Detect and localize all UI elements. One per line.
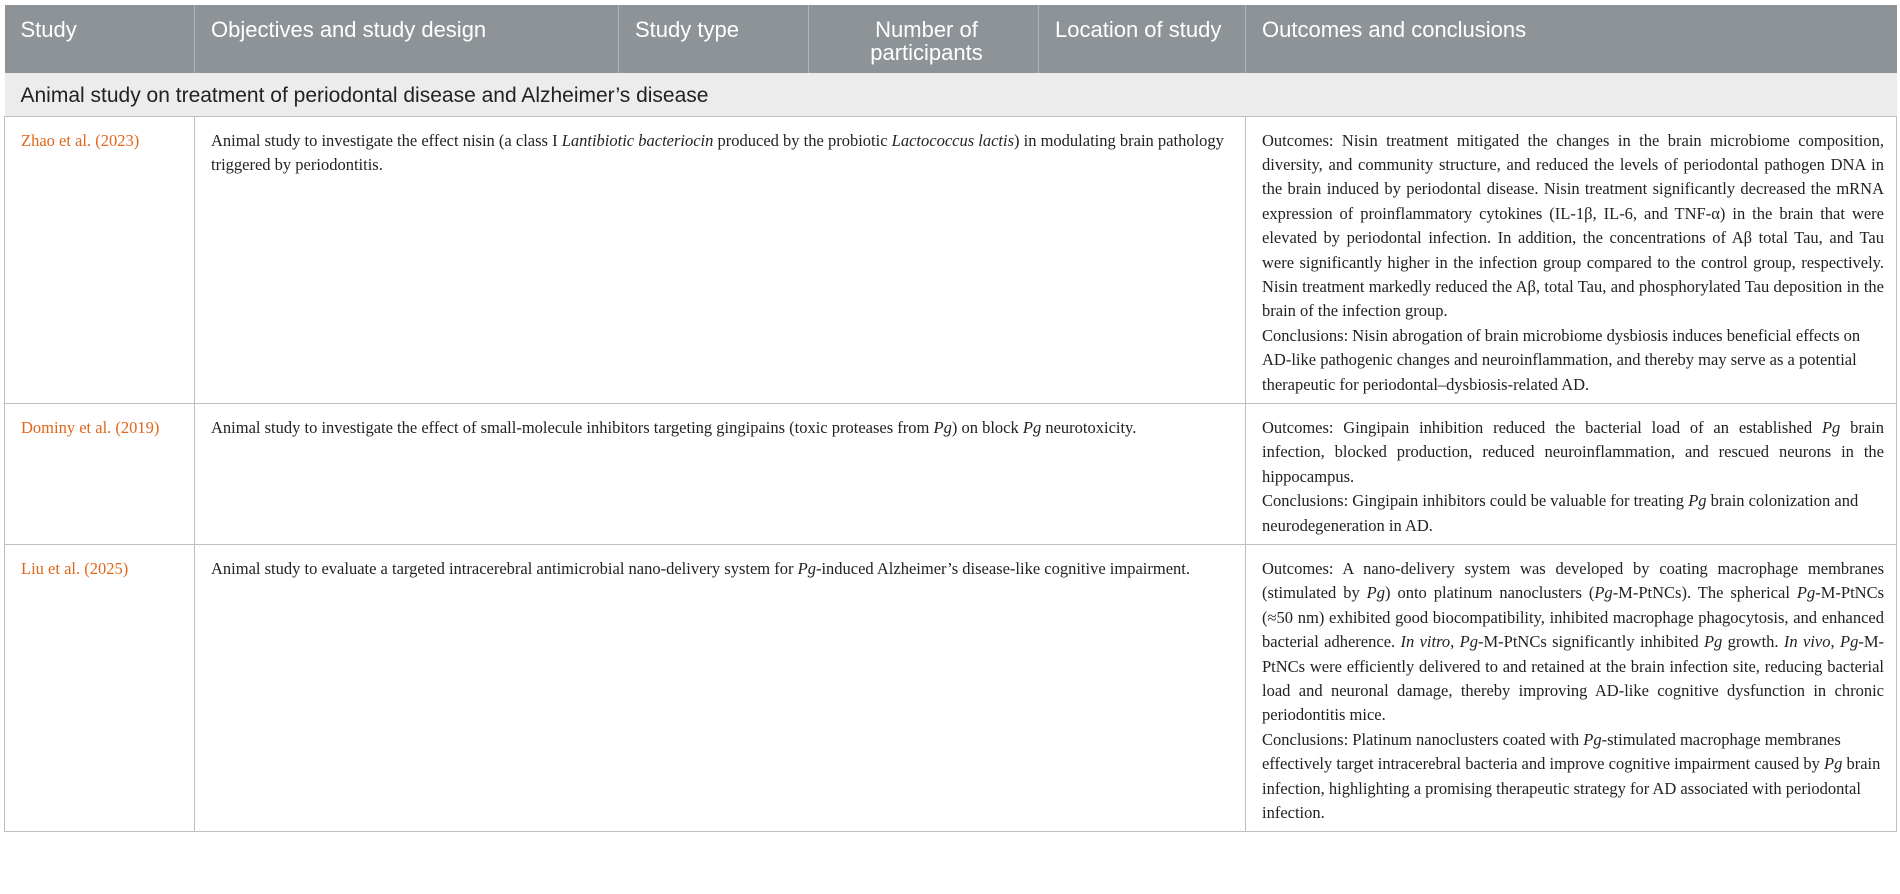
outcomes-span: brain infection, blocked production, reduced neuroinflammation, and rescued neurons in the hippocampus. bbox=[1262, 417, 1884, 486]
outcomes-text bbox=[1262, 557, 1884, 728]
outcomes-span: In vitro bbox=[1400, 632, 1451, 652]
conclusions-span: Conclusions: Platinum nanoclusters coated with bbox=[1262, 729, 1584, 749]
conclusions-text: Conclusions: Nisin abrogation of brain microbiome dysbiosis induces beneficial effects on AD-like pathogenic changes and neuroinflammation, and thereby may serve as a potential therapeutic for periodontal–dysbiosis-related AD. bbox=[1262, 325, 1861, 394]
objective-text: -induced Alzheimer’s disease-like cognitive impairment. bbox=[815, 559, 1190, 578]
study-citation[interactable]: Liu et al. (2025) bbox=[5, 545, 195, 832]
conclusions-span: Conclusions: Gingipain inhibitors could be valuable for treating bbox=[1262, 491, 1689, 511]
objective-text: Pg bbox=[797, 559, 816, 578]
conclusions-text bbox=[1262, 489, 1884, 538]
objective-text: Lactococcus lactis bbox=[891, 130, 1015, 150]
conclusions-span: -stimulated macrophage membranes effectively target intracerebral bacteria and improve cognitive impairment caused by bbox=[1262, 729, 1841, 774]
outcomes-span: -M-PtNCs (≈50 nm) exhibited good biocompatibility, inhibited macrophage phagocytosis, and enhanced bacterial adherence. bbox=[1262, 583, 1884, 652]
section-title: Animal study on treatment of periodontal disease and Alzheimer’s disease bbox=[5, 73, 1897, 116]
outcomes-span: -M-PtNCs). The spherical bbox=[1612, 583, 1797, 603]
conclusions-span: Pg bbox=[1823, 754, 1843, 774]
objective-text: Pg bbox=[1022, 417, 1042, 437]
section-row bbox=[5, 73, 1897, 116]
outcomes-text: Outcomes: Nisin treatment mitigated the changes in the brain microbiome composition, diversity, and community structure, and reduced the levels of periodontal pathogen DNA in the brain induced by periodontal disease. Nisin treatment significantly decreased the mRNA expression of proinflammatory cytokines (IL-1β, IL-6, and TNF-α) in the brain that were elevated by periodontal infection. In addition, the concentrations of Aβ total Tau, and Tau were significantly higher in the infection group compared to the control group, respectively. Nisin treatment markedly reduced the Aβ, total Tau, and phosphorylated Tau deposition in the brain of the infection group. bbox=[1262, 130, 1884, 321]
outcomes-span: Pg bbox=[1594, 583, 1613, 603]
objective-cell bbox=[195, 116, 1246, 403]
objective-text: Animal study to investigate the effect nisin (a class I bbox=[211, 130, 562, 150]
outcomes-span: ) onto platinum nanoclusters ( bbox=[1385, 583, 1595, 603]
objective-text: ) in modulating brain pathology triggered by periodontitis. bbox=[211, 130, 1224, 174]
objective-text: Animal study to investigate the effect of small-molecule inhibitors targeting gingipains (toxic proteases from bbox=[211, 417, 934, 437]
outcome-cell bbox=[1246, 116, 1897, 403]
outcomes-span: Pg bbox=[1703, 632, 1723, 652]
objective-cell bbox=[195, 545, 1246, 832]
study-citation[interactable]: Zhao et al. (2023) bbox=[5, 116, 195, 403]
header-row bbox=[5, 5, 1897, 73]
outcomes-span: Pg bbox=[1839, 632, 1859, 652]
header-objectives: Objectives and study design bbox=[195, 5, 619, 73]
outcome-cell bbox=[1246, 545, 1897, 832]
objective-text: Lantibiotic bacteriocin bbox=[561, 130, 714, 150]
table-row bbox=[5, 403, 1897, 544]
outcomes-text bbox=[1262, 416, 1884, 489]
objective-text: Animal study to evaluate a targeted intracerebral antimicrobial nano-delivery system for bbox=[211, 559, 798, 578]
objective-text: neurotoxicity. bbox=[1041, 417, 1137, 437]
outcomes-span: Outcomes: Gingipain inhibition reduced the bacterial load of an established bbox=[1262, 417, 1822, 437]
conclusions-span: Pg bbox=[1688, 491, 1707, 511]
outcomes-span: Outcomes: A nano-delivery system was developed by coating macrophage membranes (stimulated by bbox=[1262, 559, 1884, 603]
outcomes-span: In vivo bbox=[1783, 632, 1831, 652]
header-location: Location of study bbox=[1039, 5, 1246, 73]
study-citation[interactable]: Dominy et al. (2019) bbox=[5, 403, 195, 544]
outcomes-span: Pg bbox=[1366, 583, 1386, 603]
header-participants: Number of participants bbox=[809, 5, 1039, 73]
outcomes-span: , bbox=[1450, 632, 1460, 652]
header-study: Study bbox=[5, 5, 195, 73]
outcomes-span: Pg bbox=[1821, 417, 1841, 437]
conclusions-span: brain infection, highlighting a promising therapeutic strategy for AD associated with periodontal infection. bbox=[1262, 754, 1881, 823]
outcomes-span: -M-PtNCs significantly inhibited bbox=[1477, 632, 1704, 652]
outcomes-span: , bbox=[1830, 632, 1840, 652]
conclusions-span: Pg bbox=[1583, 729, 1602, 749]
table-row bbox=[5, 545, 1897, 832]
objective-cell bbox=[195, 403, 1246, 544]
conclusions-span: brain colonization and neurodegeneration in AD. bbox=[1262, 491, 1859, 535]
study-table bbox=[4, 5, 1897, 832]
objective-text: produced by the probiotic bbox=[713, 130, 892, 150]
outcomes-span: Pg bbox=[1796, 583, 1816, 603]
outcomes-span: Pg bbox=[1459, 632, 1478, 652]
outcome-cell bbox=[1246, 403, 1897, 544]
table-row bbox=[5, 116, 1897, 403]
header-study-type: Study type bbox=[619, 5, 809, 73]
header-outcomes: Outcomes and conclusions bbox=[1246, 5, 1897, 73]
outcomes-span: growth. bbox=[1722, 632, 1784, 652]
outcomes-span: -M-PtNCs were efficiently delivered to and retained at the brain infection site, reducing bacterial load and neuronal damage, thereby improving AD-like cognitive dysfunction in chronic periodontitis mice. bbox=[1262, 632, 1884, 725]
objective-text: ) on block bbox=[951, 417, 1023, 437]
conclusions-text bbox=[1262, 728, 1884, 826]
objective-text: Pg bbox=[933, 417, 952, 437]
